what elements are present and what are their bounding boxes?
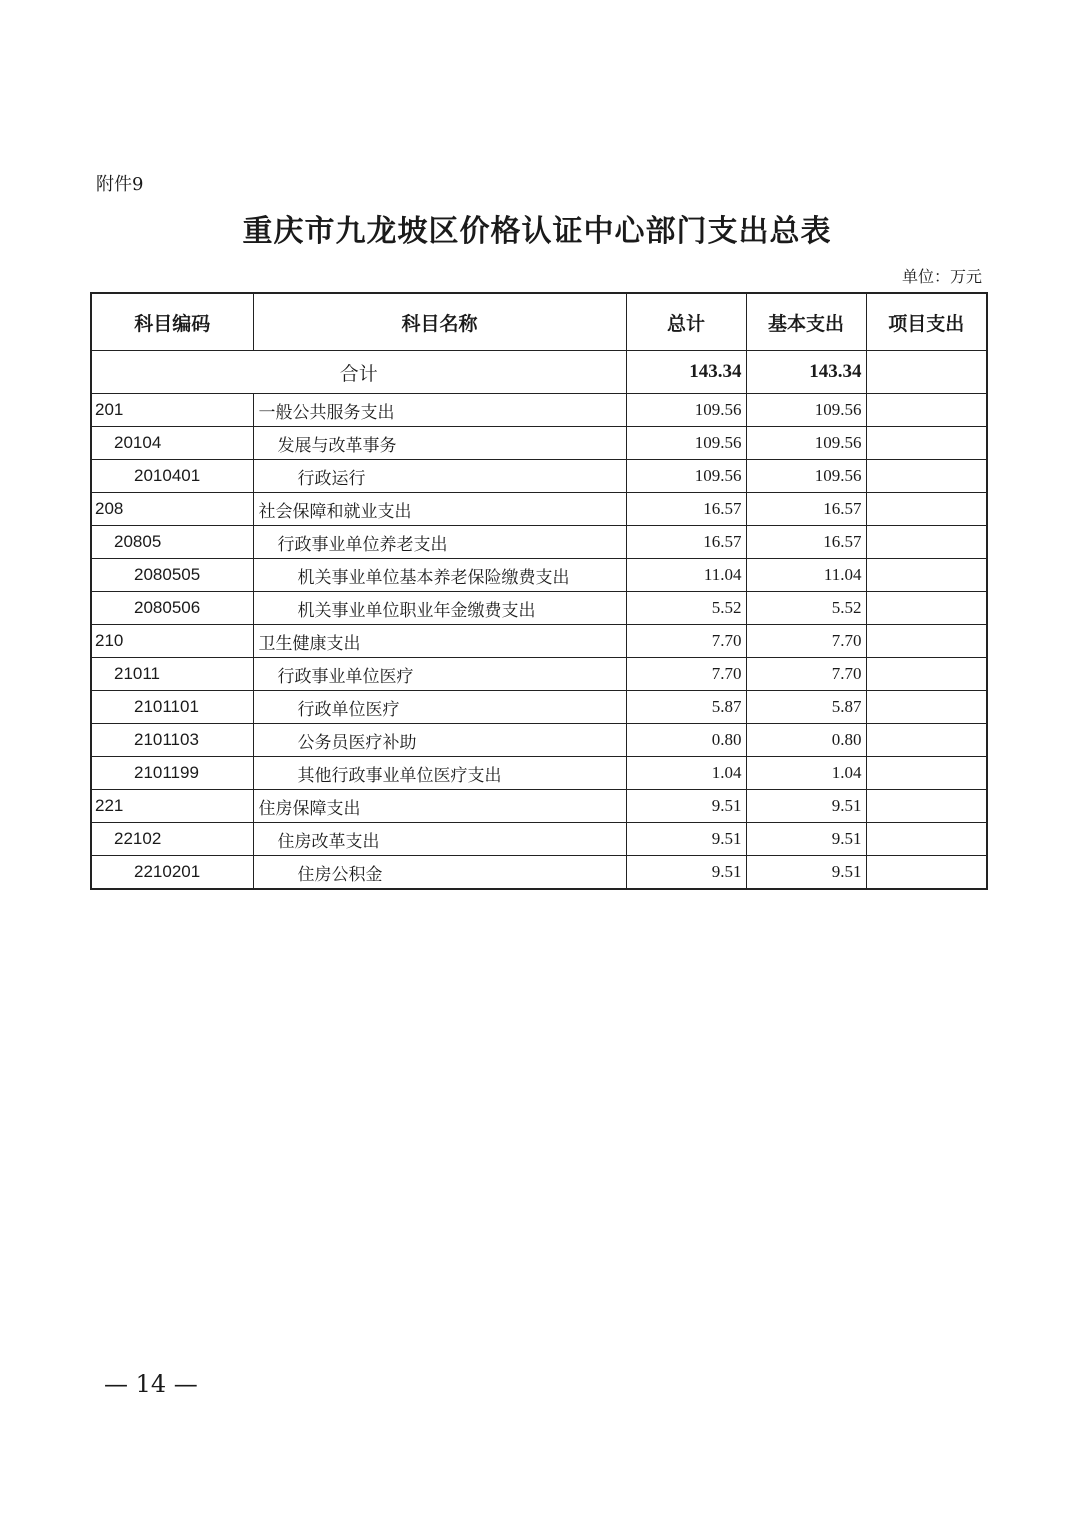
total-cell: 109.56: [626, 460, 746, 493]
header-code: 科目编码: [91, 293, 253, 351]
basic-cell: 11.04: [746, 559, 866, 592]
project-cell: [866, 592, 987, 625]
name-cell: 住房公积金: [253, 856, 626, 890]
name-cell: 卫生健康支出: [253, 625, 626, 658]
table-row: [91, 856, 987, 890]
name-cell: 公务员医疗补助: [253, 724, 626, 757]
table-row: [91, 691, 987, 724]
code-cell: 2101103: [91, 724, 253, 757]
total-cell: 5.87: [626, 691, 746, 724]
code-cell: 2101101: [91, 691, 253, 724]
basic-cell: 5.52: [746, 592, 866, 625]
name-cell: 发展与改革事务: [253, 427, 626, 460]
basic-cell: 5.87: [746, 691, 866, 724]
code-cell: 22102: [91, 823, 253, 856]
basic-cell: 9.51: [746, 790, 866, 823]
project-cell: [866, 790, 987, 823]
project-cell: [866, 427, 987, 460]
name-cell: 住房改革支出: [253, 823, 626, 856]
total-cell: 1.04: [626, 757, 746, 790]
table-row: [91, 757, 987, 790]
code-cell: 221: [91, 790, 253, 823]
basic-cell: 16.57: [746, 493, 866, 526]
total-cell: 9.51: [626, 823, 746, 856]
table-row: [91, 526, 987, 559]
unit-label: 单位：万元: [901, 267, 982, 286]
header-basic: 基本支出: [746, 293, 866, 351]
code-cell: 2080506: [91, 592, 253, 625]
table-header-row: [91, 293, 987, 351]
total-cell: 7.70: [626, 625, 746, 658]
code-cell: 2210201: [91, 856, 253, 890]
code-cell: 2010401: [91, 460, 253, 493]
project-cell: [866, 394, 987, 427]
name-cell: 行政单位医疗: [253, 691, 626, 724]
table-row: [91, 427, 987, 460]
table-row: [91, 394, 987, 427]
code-cell: 208: [91, 493, 253, 526]
code-cell: 20805: [91, 526, 253, 559]
project-cell: [866, 757, 987, 790]
name-cell: 行政运行: [253, 460, 626, 493]
total-cell: 16.57: [626, 526, 746, 559]
code-cell: 21011: [91, 658, 253, 691]
total-cell: 5.52: [626, 592, 746, 625]
total-cell: 7.70: [626, 658, 746, 691]
total-cell: 109.56: [626, 427, 746, 460]
project-cell: [866, 493, 987, 526]
name-cell: 机关事业单位基本养老保险缴费支出: [253, 559, 626, 592]
total-sum: 143.34: [626, 351, 746, 394]
name-cell: 住房保障支出: [253, 790, 626, 823]
name-cell: 行政事业单位养老支出: [253, 526, 626, 559]
project-cell: [866, 625, 987, 658]
table-row: [91, 460, 987, 493]
page-title: 重庆市九龙坡区价格认证中心部门支出总表: [242, 214, 832, 249]
total-cell: 9.51: [626, 790, 746, 823]
header-name: 科目名称: [253, 293, 626, 351]
header-project: 项目支出: [866, 293, 987, 351]
header-total: 总计: [626, 293, 746, 351]
name-cell: 社会保障和就业支出: [253, 493, 626, 526]
name-cell: 行政事业单位医疗: [253, 658, 626, 691]
project-cell: [866, 856, 987, 890]
name-cell: 其他行政事业单位医疗支出: [253, 757, 626, 790]
code-cell: 210: [91, 625, 253, 658]
expenditure-table: [90, 292, 988, 890]
attachment-label: 附件9: [96, 174, 144, 195]
table-row: [91, 625, 987, 658]
table-row: [91, 790, 987, 823]
total-project: [866, 351, 987, 394]
page-number: — 14 —: [104, 1370, 198, 1398]
basic-cell: 0.80: [746, 724, 866, 757]
basic-cell: 109.56: [746, 427, 866, 460]
total-cell: 9.51: [626, 856, 746, 890]
project-cell: [866, 460, 987, 493]
basic-cell: 1.04: [746, 757, 866, 790]
table-row: [91, 493, 987, 526]
basic-cell: 16.57: [746, 526, 866, 559]
total-basic: 143.34: [746, 351, 866, 394]
code-cell: 201: [91, 394, 253, 427]
basic-cell: 7.70: [746, 625, 866, 658]
table-row: [91, 724, 987, 757]
basic-cell: 9.51: [746, 823, 866, 856]
table-row: [91, 823, 987, 856]
total-cell: 0.80: [626, 724, 746, 757]
basic-cell: 7.70: [746, 658, 866, 691]
total-cell: 11.04: [626, 559, 746, 592]
table-row: [91, 592, 987, 625]
project-cell: [866, 823, 987, 856]
total-cell: 16.57: [626, 493, 746, 526]
project-cell: [866, 658, 987, 691]
basic-cell: 9.51: [746, 856, 866, 890]
name-cell: 一般公共服务支出: [253, 394, 626, 427]
total-cell: 109.56: [626, 394, 746, 427]
name-cell: 机关事业单位职业年金缴费支出: [253, 592, 626, 625]
total-row: [91, 351, 987, 394]
project-cell: [866, 559, 987, 592]
project-cell: [866, 724, 987, 757]
total-label: 合计: [91, 351, 626, 394]
basic-cell: 109.56: [746, 460, 866, 493]
code-cell: 2080505: [91, 559, 253, 592]
table-row: [91, 658, 987, 691]
code-cell: 2101199: [91, 757, 253, 790]
table-row: [91, 559, 987, 592]
code-cell: 20104: [91, 427, 253, 460]
basic-cell: 109.56: [746, 394, 866, 427]
project-cell: [866, 526, 987, 559]
project-cell: [866, 691, 987, 724]
